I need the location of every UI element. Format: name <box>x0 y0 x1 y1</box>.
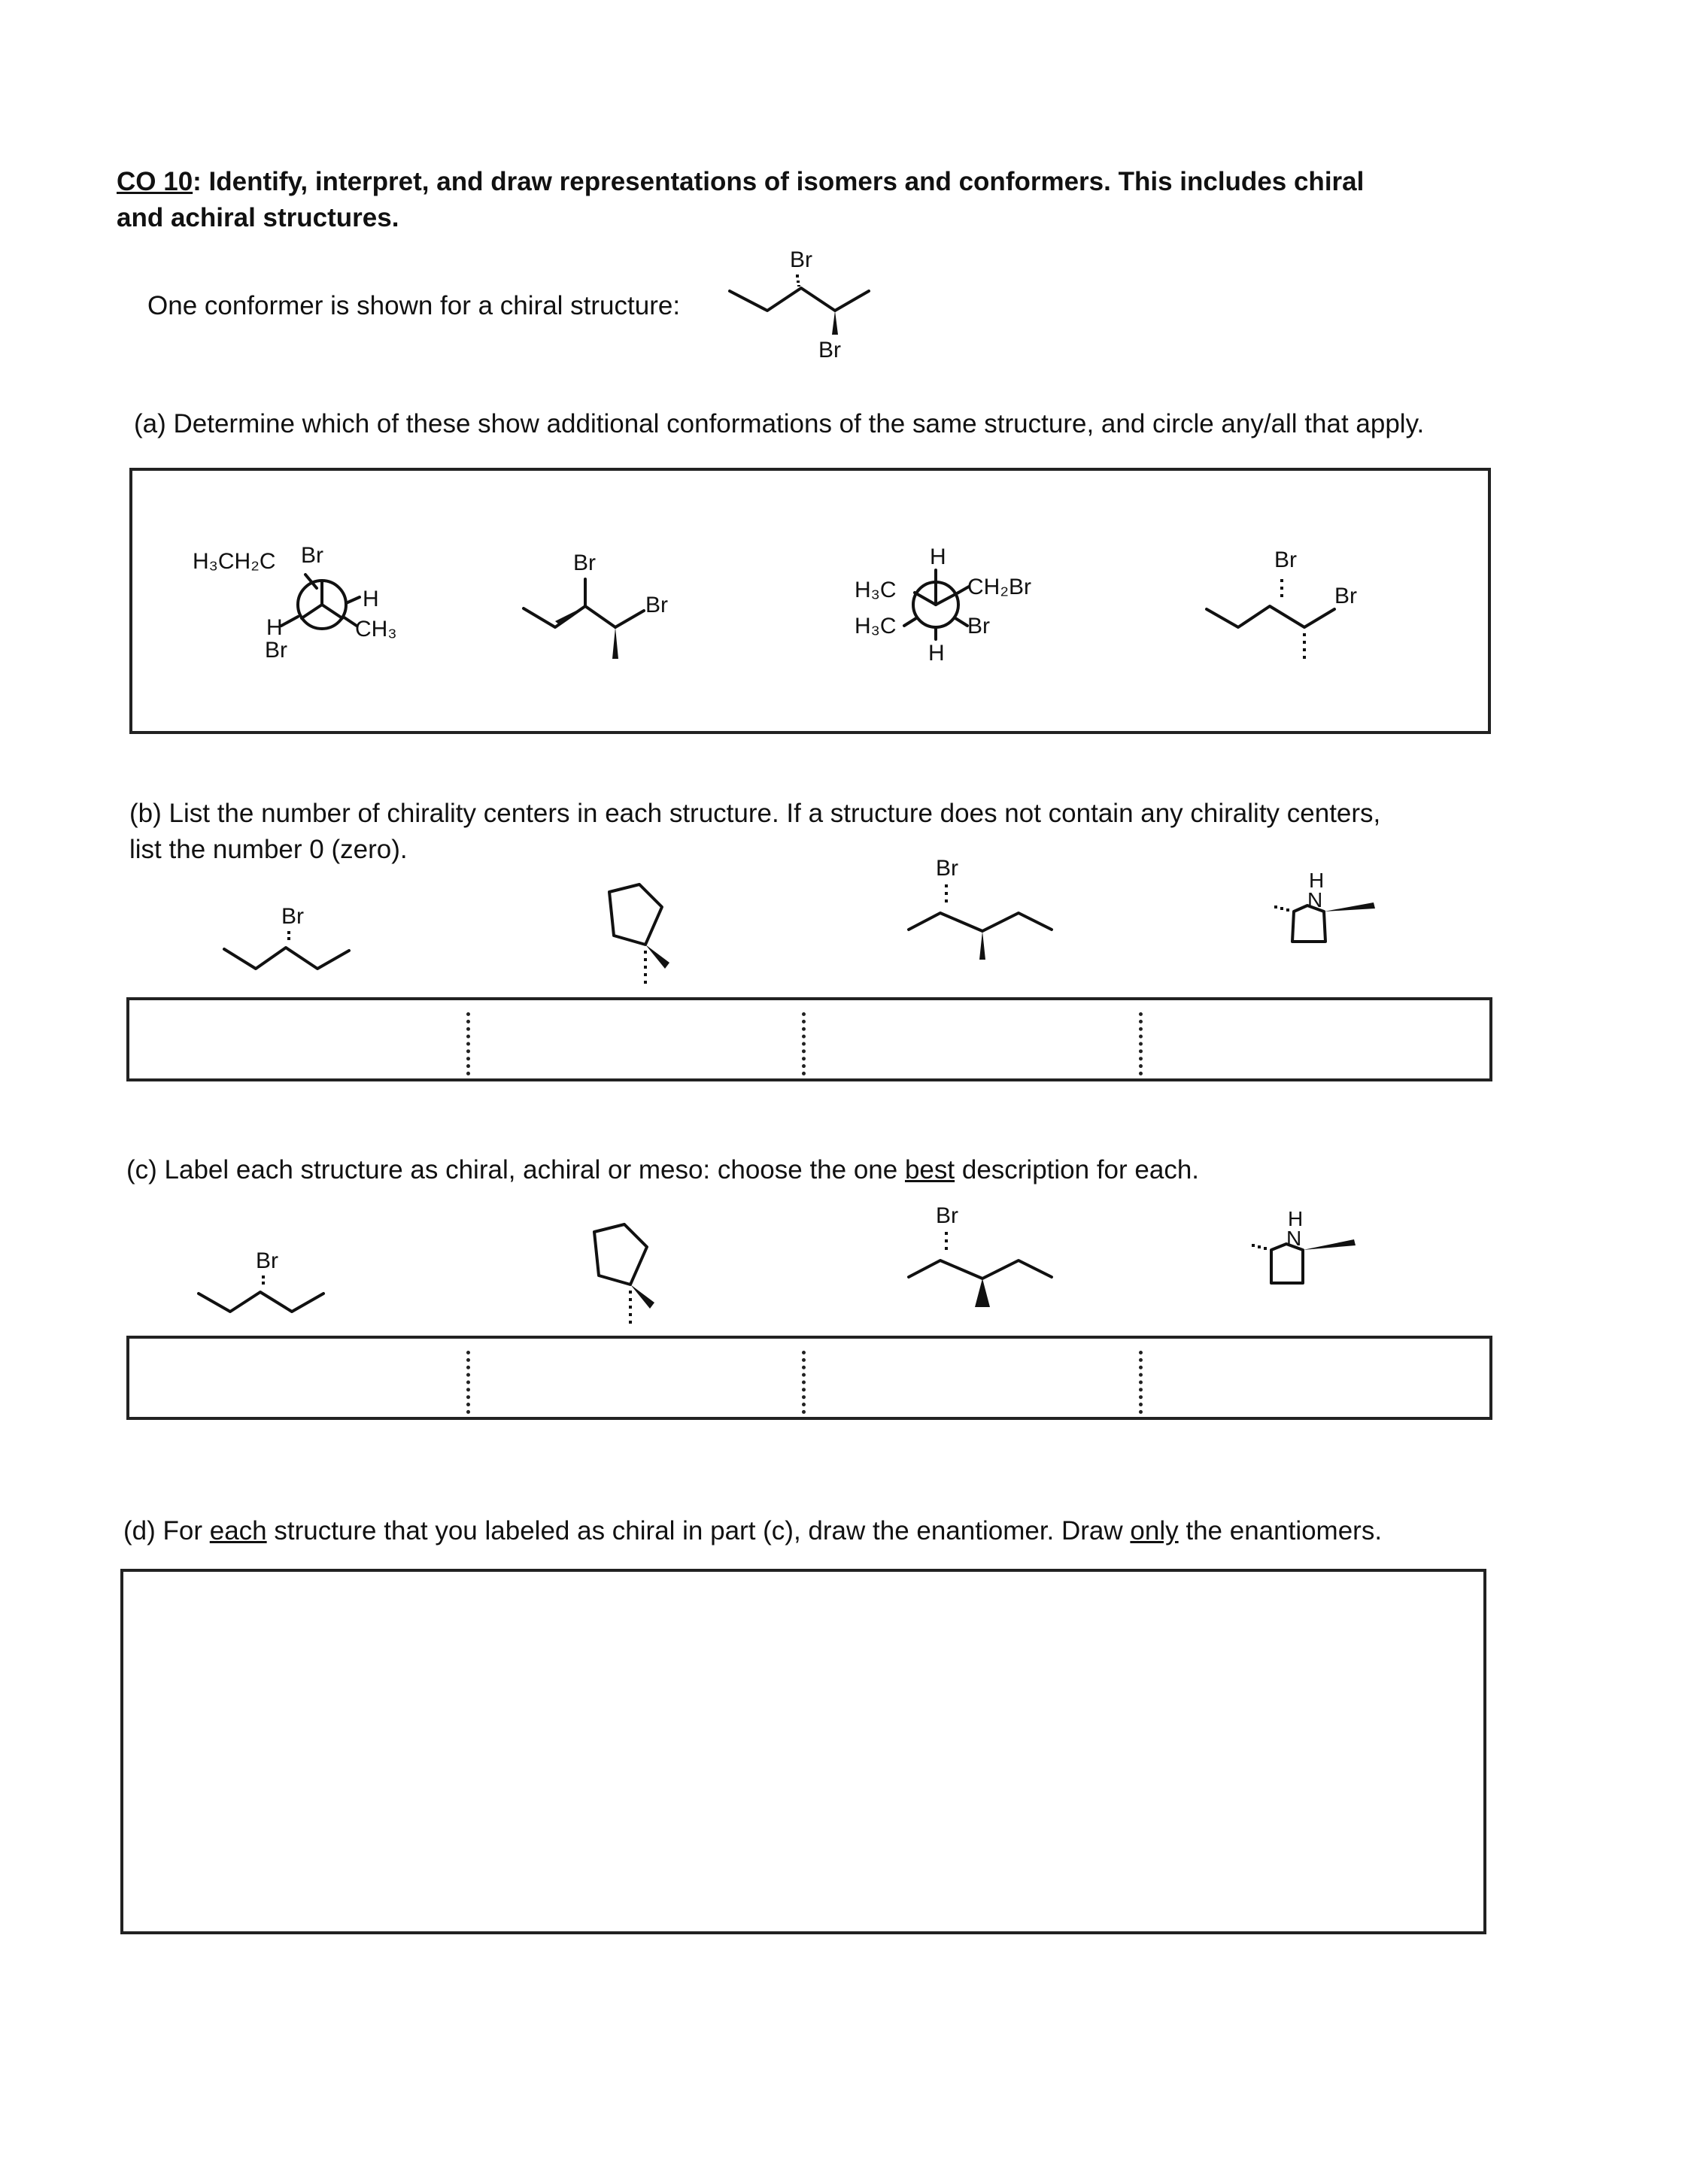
newman2-lower-left: H₃C <box>855 614 897 639</box>
newman-projection-2[interactable] <box>855 543 1080 678</box>
part-b-question-line1: (b) List the number of chirality centers in each structure. If a structure does not contain any chirality centers, <box>129 799 1381 828</box>
skeletal-a2-wedge <box>555 606 585 625</box>
part-c-structure-1 <box>199 1248 349 1331</box>
part-c-s4-h: H <box>1288 1207 1304 1230</box>
part-b-question-line2: list the number 0 (zero). <box>129 835 408 864</box>
co-code: CO 10 <box>117 167 193 196</box>
course-objective <box>117 164 1546 236</box>
part-d-question-b: structure that you labeled as chiral in part (c), draw the enantiomer. Draw <box>266 1516 1131 1545</box>
part-b-answer-1[interactable] <box>129 1000 466 1078</box>
newman2-upper-right: CH₂Br <box>967 575 1031 599</box>
part-d-question-c: the enantiomers. <box>1178 1516 1383 1545</box>
part-b-divider-3 <box>1139 1012 1143 1075</box>
part-b-cyclopentane <box>609 884 662 945</box>
skeletal-a4-br-top: Br <box>1274 548 1297 572</box>
objective-text: : Identify, interpret, and draw representations of isomers and conformers. This includes chiral <box>193 167 1365 196</box>
part-c-answer-row <box>126 1336 1492 1420</box>
part-c-structure-3 <box>909 1203 1074 1309</box>
part-c-divider-3 <box>1139 1351 1143 1414</box>
newman2-top: H <box>930 544 946 569</box>
part-c-answer-1[interactable] <box>129 1339 466 1417</box>
skeletal-a2-wedge-down <box>612 627 618 659</box>
part-b-divider-2 <box>802 1012 806 1075</box>
part-b-question <box>129 796 1574 868</box>
intro-molecule <box>730 244 895 372</box>
part-c-question <box>126 1152 1571 1188</box>
newman1-bottom-left: Br <box>265 638 287 663</box>
intro-wedge-bond <box>832 311 838 335</box>
part-b-answer-3[interactable] <box>806 1000 1137 1078</box>
part-c-answer-4[interactable] <box>1145 1339 1491 1417</box>
part-b-s4-h: H <box>1309 869 1325 892</box>
part-c-s4-n: N <box>1286 1227 1302 1250</box>
part-b-structure-1 <box>224 902 375 985</box>
part-c-structure-4 <box>1219 1208 1377 1306</box>
skeletal-a2-br-right: Br <box>645 593 668 617</box>
part-c-question-tail: description for each. <box>955 1155 1200 1185</box>
newman1-top-right: Br <box>301 543 323 568</box>
skeletal-structure-a4[interactable] <box>1207 549 1380 677</box>
part-d-question-a: (d) For <box>123 1516 210 1545</box>
newman2-upper-left: H₃C <box>855 578 897 602</box>
intro-br-bottom: Br <box>818 338 841 362</box>
part-c-answer-2[interactable] <box>471 1339 800 1417</box>
part-c-divider-1 <box>466 1351 470 1414</box>
part-c-question-text: (c) Label each structure as chiral, achiral or meso: choose the one <box>126 1155 905 1185</box>
part-b-answer-row <box>126 997 1492 1081</box>
skeletal-structure-a2[interactable] <box>524 552 697 680</box>
intro-skeleton <box>730 288 869 311</box>
part-c-divider-2 <box>802 1351 806 1414</box>
part-d-question-only: only <box>1130 1516 1179 1545</box>
part-a-question: (a) Determine which of these show additional conformations of the same structure, and circle any/all that apply. <box>134 409 1425 438</box>
part-b-s4-n: N <box>1307 888 1323 912</box>
skeletal-a2-br-top: Br <box>573 551 596 575</box>
part-c-s3-br: Br <box>936 1203 958 1228</box>
part-b-structure-3 <box>909 856 1074 961</box>
newman2-bottom: H <box>928 641 945 666</box>
objective-text-line2: and achiral structures. <box>117 203 399 232</box>
part-b-answer-4[interactable] <box>1145 1000 1491 1078</box>
newman1-right-upper: H <box>363 587 379 611</box>
skeletal-a4-br-right: Br <box>1334 584 1357 608</box>
newman2-lower-right: Br <box>967 614 990 639</box>
part-b-s1-br: Br <box>281 904 304 929</box>
part-d-answer-box[interactable] <box>120 1569 1486 1934</box>
newman-projection-1[interactable] <box>193 543 397 680</box>
part-c-question-emph: best <box>904 1155 955 1185</box>
intro-prompt: One conformer is shown for a chiral structure: <box>147 291 681 320</box>
newman1-left: H <box>266 615 283 640</box>
newman1-right-lower: CH₃ <box>355 617 397 642</box>
part-d-question <box>123 1513 1583 1549</box>
part-c-cyclopentane <box>594 1224 647 1285</box>
part-a-box <box>129 468 1491 734</box>
part-b-answer-2[interactable] <box>471 1000 800 1078</box>
intro-br-top: Br <box>790 247 812 272</box>
part-c-s1-br: Br <box>256 1248 278 1273</box>
skeletal-a4-chain <box>1207 606 1334 627</box>
part-b-structure-4 <box>1246 869 1404 967</box>
part-b-s3-br: Br <box>936 856 958 881</box>
part-d-question-each: each <box>209 1516 267 1545</box>
part-b-divider-1 <box>466 1012 470 1075</box>
part-c-structure-2 <box>579 1224 692 1337</box>
newman1-top-left: H₃CH₂C <box>193 549 276 574</box>
part-c-answer-3[interactable] <box>806 1339 1137 1417</box>
part-b-structure-2 <box>594 884 707 997</box>
